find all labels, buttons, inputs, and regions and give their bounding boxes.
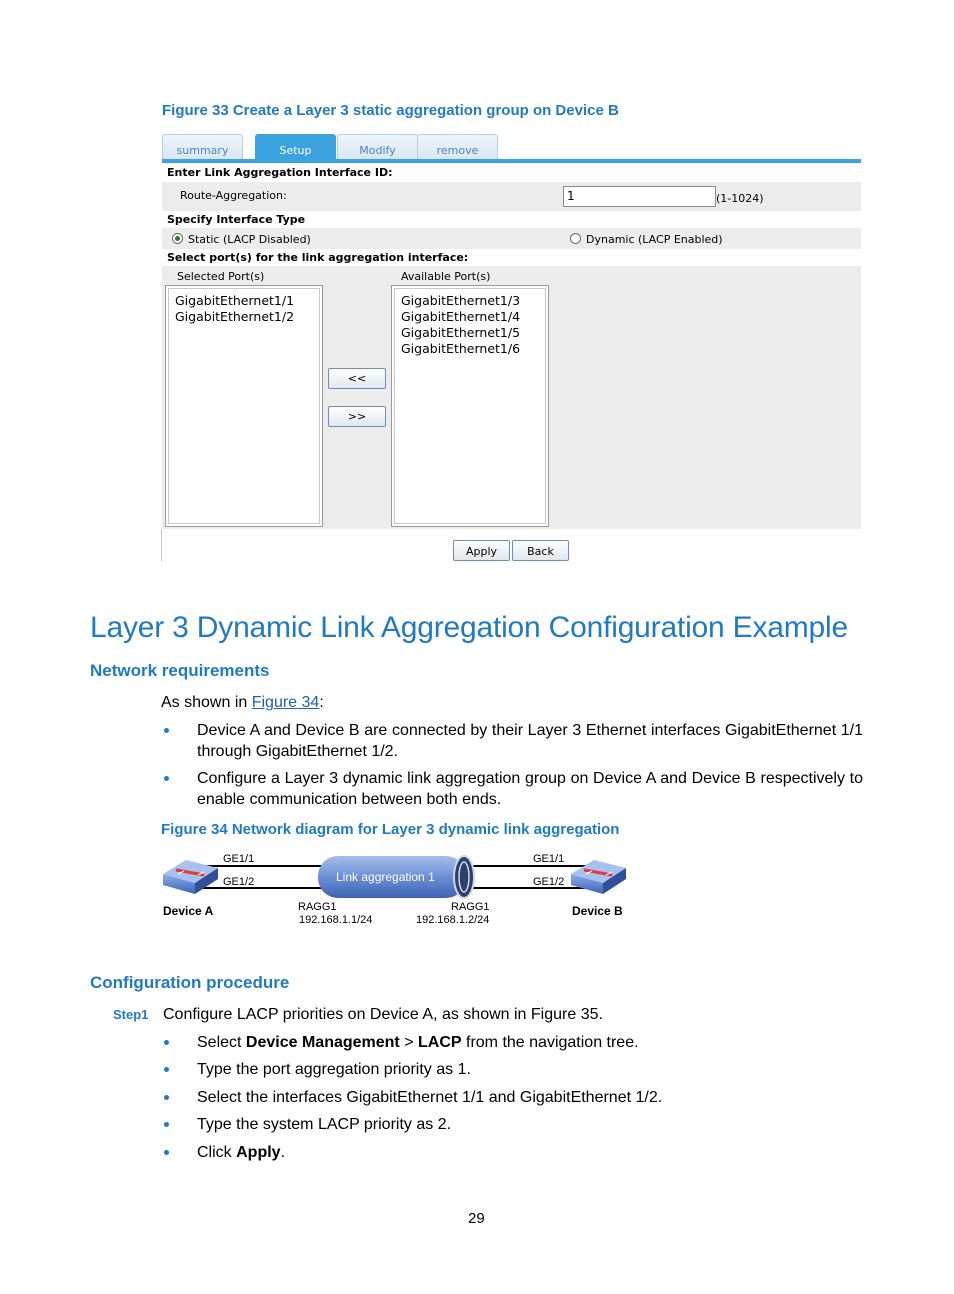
- bullet-icon: [164, 776, 169, 781]
- device-a-label: Device A: [163, 904, 214, 918]
- bullet-2-line-1: Configure a Layer 3 dynamic link aggregation group on Device A and Device B respectively to: [197, 770, 863, 787]
- list-item[interactable]: GigabitEthernet1/5: [401, 325, 521, 340]
- available-ports-list[interactable]: [391, 285, 549, 527]
- step-label: Step1: [113, 1007, 149, 1022]
- procedure-bullet-1: [197, 1032, 639, 1053]
- route-aggregation-input[interactable]: 1: [563, 186, 716, 207]
- section-interface-id-title: Enter Link Aggregation Interface ID:: [162, 164, 861, 182]
- section-title: Layer 3 Dynamic Link Aggregation Configuration Example: [90, 611, 848, 644]
- tab-setup[interactable]: Setup: [255, 134, 336, 160]
- list-item[interactable]: GigabitEthernet1/2: [175, 309, 295, 324]
- intro-prefix: As shown in: [161, 694, 252, 711]
- step-text: Configure LACP priorities on Device A, as shown in Figure 35.: [163, 1006, 603, 1023]
- b5-bold-apply: Apply: [236, 1144, 281, 1161]
- intro-suffix: :: [319, 694, 324, 711]
- b1-separator: >: [399, 1034, 418, 1051]
- b1-prefix: Select: [197, 1034, 246, 1051]
- b1-suffix: from the navigation tree.: [461, 1034, 639, 1051]
- device-a-port-1: GE1/1: [223, 853, 255, 865]
- device-b-ragg: RAGG1: [451, 901, 490, 913]
- form-left-border: [161, 529, 162, 561]
- bullet-icon: [164, 728, 169, 733]
- section-ports-title: Select port(s) for the link aggregation interface:: [162, 249, 861, 266]
- device-b-ip: 192.168.1.2/24: [416, 914, 490, 926]
- back-button[interactable]: Back: [512, 540, 569, 561]
- tab-modify[interactable]: Modify: [337, 134, 418, 160]
- tab-underline: [162, 159, 861, 163]
- move-right-button[interactable]: >>: [328, 406, 386, 427]
- configuration-procedure-heading: Configuration procedure: [90, 973, 290, 992]
- b1-bold-device-management: Device Management: [245, 1034, 400, 1051]
- route-aggregation-range: (1-1024): [716, 192, 764, 205]
- bullet-icon: [164, 1122, 169, 1127]
- dynamic-radio[interactable]: [570, 233, 581, 244]
- device-a-port-2: GE1/2: [223, 876, 255, 888]
- list-item[interactable]: GigabitEthernet1/3: [401, 293, 521, 308]
- procedure-bullet-3: Select the interfaces GigabitEthernet 1/1 and GigabitEthernet 1/2.: [197, 1089, 663, 1106]
- apply-button[interactable]: Apply: [453, 540, 510, 561]
- selected-ports-list[interactable]: [165, 285, 323, 527]
- bullet-icon: [164, 1040, 169, 1045]
- bullet-icon: [164, 1150, 169, 1155]
- static-option-label: Static (LACP Disabled): [188, 233, 311, 246]
- procedure-bullet-2: Type the port aggregation priority as 1.: [197, 1061, 471, 1078]
- b5-suffix: .: [280, 1144, 286, 1161]
- procedure-bullet-5: [197, 1142, 285, 1163]
- bullet-icon: [164, 1067, 169, 1072]
- requirement-bullet-1: [197, 720, 863, 762]
- bullet-1-line-2: through GigabitEthernet 1/2.: [197, 743, 399, 760]
- figure-34-caption: Figure 34 Network diagram for Layer 3 dynamic link aggregation: [161, 821, 620, 838]
- figure-34-link[interactable]: Figure 34: [251, 694, 320, 711]
- move-left-button[interactable]: <<: [328, 368, 386, 389]
- list-item[interactable]: GigabitEthernet1/1: [175, 293, 295, 308]
- device-a-ip: 192.168.1.1/24: [299, 914, 373, 926]
- dynamic-option-label: Dynamic (LACP Enabled): [586, 233, 723, 246]
- tab-summary[interactable]: summary: [162, 134, 243, 160]
- figure-33-caption: Figure 33 Create a Layer 3 static aggregation group on Device B: [162, 102, 619, 119]
- requirement-bullet-2: [197, 768, 863, 810]
- tab-remove[interactable]: remove: [417, 134, 498, 160]
- route-aggregation-label: Route-Aggregation:: [180, 189, 287, 202]
- device-b-port-1: GE1/1: [533, 853, 565, 865]
- page-number: 29: [468, 1210, 485, 1227]
- bullet-2-line-2: enable communication between both ends.: [197, 791, 502, 808]
- device-b-port-2: GE1/2: [533, 876, 565, 888]
- section-interface-type-title: Specify Interface Type: [162, 211, 861, 228]
- device-a-ragg: RAGG1: [298, 901, 337, 913]
- available-ports-label: Available Port(s): [401, 270, 491, 283]
- intro-paragraph: [161, 692, 324, 713]
- b1-bold-lacp: LACP: [418, 1034, 462, 1051]
- network-requirements-heading: Network requirements: [90, 661, 270, 680]
- selected-ports-label: Selected Port(s): [177, 270, 265, 283]
- bullet-1-line-1: Device A and Device B are connected by their Layer 3 Ethernet interfaces GigabitEthernet 1/1: [197, 722, 863, 739]
- static-radio[interactable]: [172, 233, 183, 244]
- device-b-label: Device B: [572, 904, 623, 918]
- link-aggregation-label: Link aggregation 1: [336, 870, 435, 884]
- list-item[interactable]: GigabitEthernet1/6: [401, 341, 521, 356]
- b5-prefix: Click: [197, 1144, 237, 1161]
- procedure-bullet-4: Type the system LACP priority as 2.: [197, 1116, 452, 1133]
- list-item[interactable]: GigabitEthernet1/4: [401, 309, 521, 324]
- bullet-icon: [164, 1095, 169, 1100]
